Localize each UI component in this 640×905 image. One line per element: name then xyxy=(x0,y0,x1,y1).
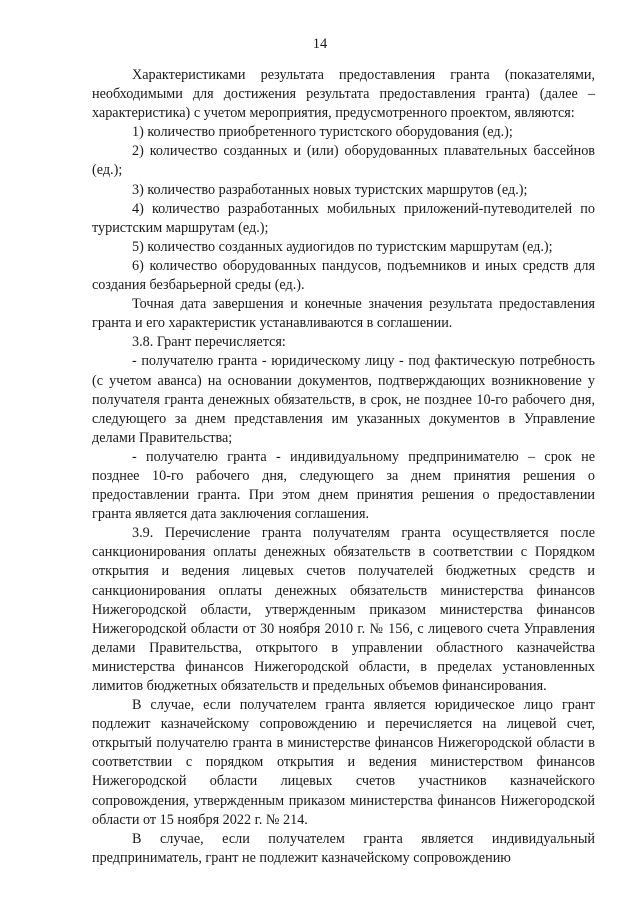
paragraph-completion-date: Точная дата завершения и конечные значения результата предоставления гранта и его характеристик устанавливаются в соглашении. xyxy=(92,296,595,332)
document-body xyxy=(92,66,595,868)
paragraph-treasury-support: В случае, если получателем гранта является юридическое лицо грант подлежит казначейскому сопровождению и перечисляется на лицевой счет, открытый получателю гранта в министерстве финансов Нижегородской области в соответствии с порядком открытия и ведения министерством финансов Нижегородской области лицевых счетов участников казначейского сопровождения, утвержденным приказом министерства финансов Нижегородской области от 15 ноября 2022 г. № 214. xyxy=(92,697,595,828)
list-item-pools: 2) количество созданных и (или) оборудованных плавательных бассейнов (ед.); xyxy=(92,143,595,179)
list-item-equipment: 1) количество приобретенного туристского оборудования (ед.); xyxy=(132,124,513,141)
section-heading-3-8: 3.8. Грант перечисляется: xyxy=(132,334,286,351)
list-item-ramps: 6) количество оборудованных пандусов, подъемников и иных средств для создания безбарьерной среды (ед.). xyxy=(92,257,595,294)
paragraph-legal-entity: - получателю гранта - юридическому лицу - под фактическую потребность (с учетом аванса) на основании документов, подтверждающих возникновение у получателя гранта денежных обязательств, в срок, не позднее 10-го рабочего дня, следующего за днем представления им указанных документов в Управление делами Правительства; xyxy=(92,353,595,446)
list-item-audioguides: 5) количество созданных аудиогидов по туристским маршрутам (ед.); xyxy=(132,238,553,255)
paragraph-entrepreneur: - получателю гранта - индивидуальному предпринимателю – срок не позднее 10-го рабочего дня, следующего за днем принятия решения о предоставлении гранта. При этом днем принятия решения о предоставлении гранта является дата заключения соглашения. xyxy=(92,448,595,523)
page-number: 14 xyxy=(312,36,328,52)
paragraph-characteristics-intro: Характеристиками результата предоставления гранта (показателями, необходимыми для достижения результата предоставления гранта) (далее – характеристика) с учетом мероприятия, предусмотренного проектом, являются: xyxy=(92,67,595,122)
list-item-mobile-apps: 4) количество разработанных мобильных приложений-путеводителей по туристским маршрутам (ед.); xyxy=(92,200,595,236)
paragraph-3-9-transfer: 3.9. Перечисление гранта получателям гранта осуществляется после санкционирования оплаты денежных обязательств в соответствии с Порядком открытия и ведения лицевых счетов получателей бюджетных средств и санкционирования оплаты денежных обязательств министерства финансов Нижегородской области, утвержденным приказом министерства финансов Нижегородской области от 30 ноября 2010 г. № 156, с лицевого счета Управления делами Правительства, открытого в управлении областного казначейства министерства финансов Нижегородской области, в пределах установленных лимитов бюджетных обязательств и предельных объемов финансирования. xyxy=(92,525,595,694)
paragraph-entrepreneur-no-support: В случае, если получателем гранта является индивидуальный предприниматель, грант не подлежит казначейскому сопровождению xyxy=(92,830,595,866)
list-item-routes: 3) количество разработанных новых туристских маршрутов (ед.); xyxy=(132,181,528,198)
